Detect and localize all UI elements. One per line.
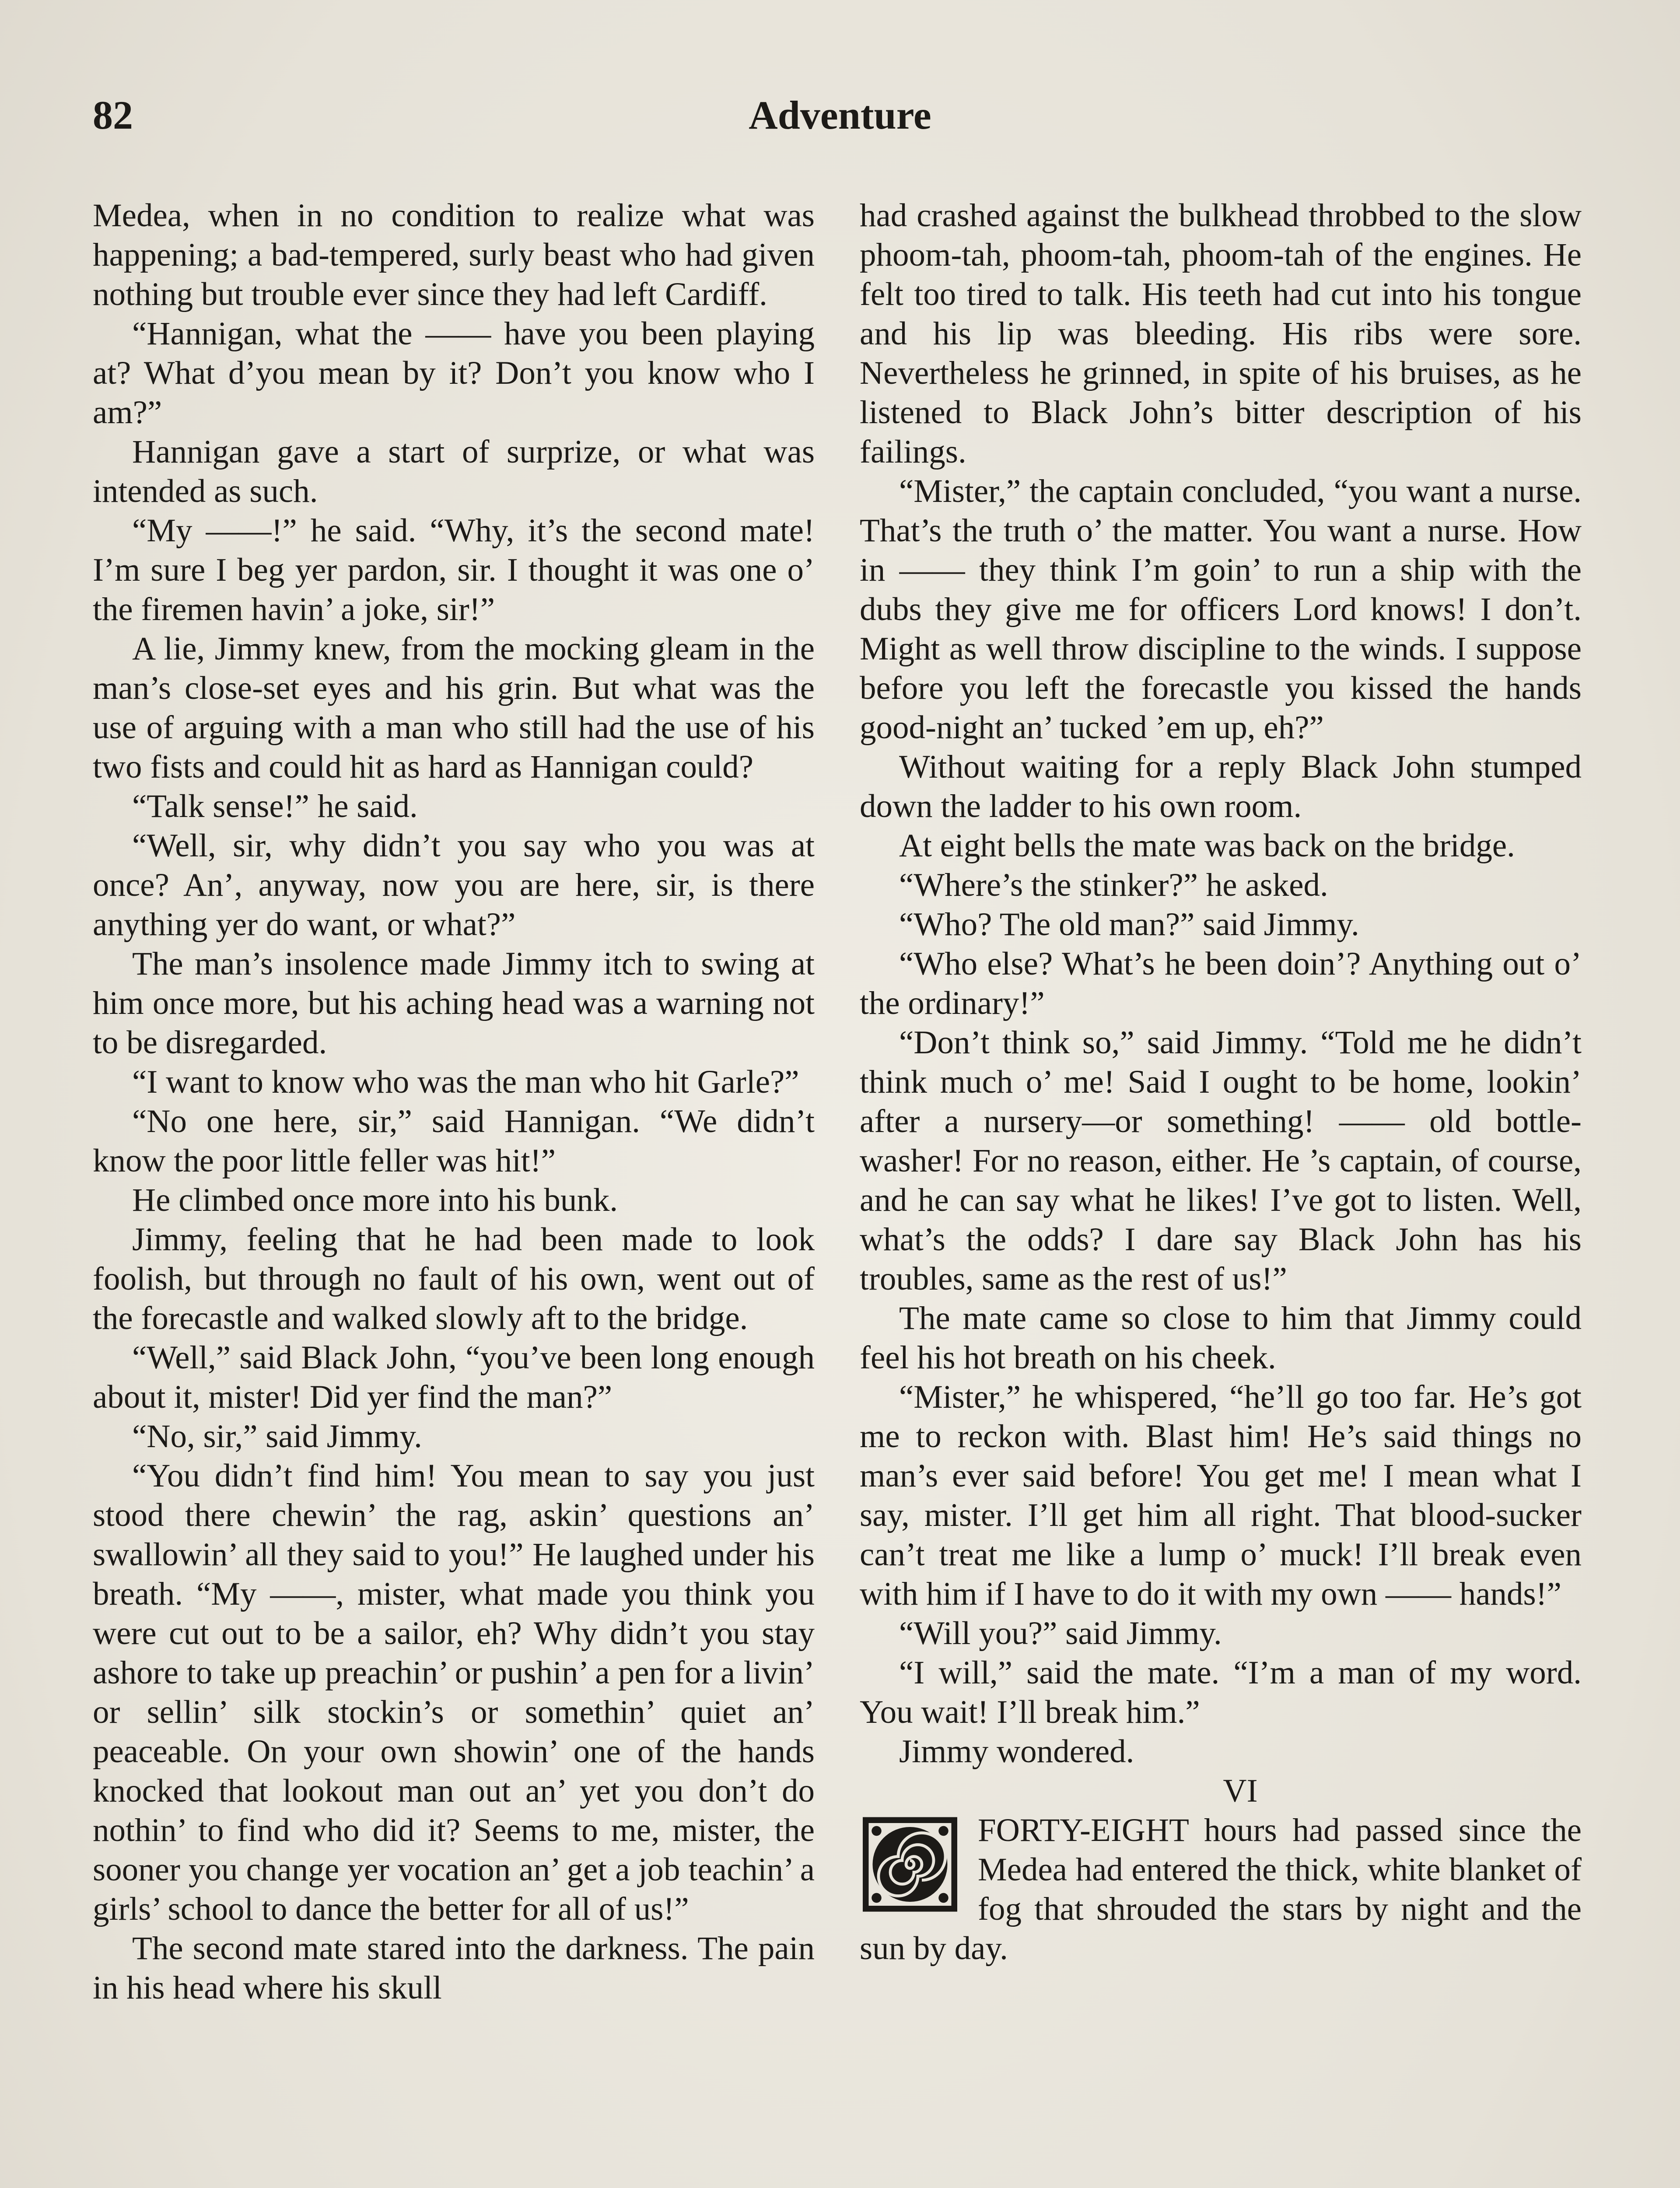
paragraph: “Mister,” the captain concluded, “you want a nurse. That’s the truth o’ the matter. You want a nurse. How in —— they think I’m goin’ to run a ship with the dubs they give me for officers Lord knows! I don’t. Might as well throw discipline to the winds. I suppose before you left the forecastle you kissed the hands good-night an’ tucked ’em up, eh?” xyxy=(860,473,1582,746)
section-opening-text: FORTY-EIGHT hours had passed since the Medea had entered the thick, white blanket of fog that shrouded the stars by night and the sun by day. xyxy=(860,1812,1582,1967)
paragraph: “Who else? What’s he been doin’? Anything out o’ the ordinary!” xyxy=(860,946,1582,1021)
section-opening-paragraph xyxy=(860,1811,1582,1968)
paragraph: “Well, sir, why didn’t you say who you was at once? An’, anyway, now you are here, sir, is there anything yer do want, or what?” xyxy=(93,828,815,943)
paragraph: The man’s insolence made Jimmy itch to swing at him once more, but his aching head was a warning not to be disregarded. xyxy=(93,946,815,1061)
paragraph: “I want to know who was the man who hit Garle?” xyxy=(132,1064,799,1100)
paragraph: “My ——!” he said. “Why, it’s the second mate! I’m sure I beg yer pardon, sir. I thought it was one o’ the firemen havin’ a joke, sir!” xyxy=(93,512,815,628)
paragraph: “Mister,” he whispered, “he’ll go too far. He’s got me to reckon with. Blast him! He’s said things no man’s ever said before! You get me! I mean what I say, mister. I’ll get him all right. That blood-sucker can’t treat me like a lump o’ muck! I’ll break even with him if I have to do it with my own —— hands!” xyxy=(860,1379,1582,1612)
left-column xyxy=(93,196,815,2008)
paragraph: “Who? The old man?” said Jimmy. xyxy=(899,906,1359,943)
paragraph: The mate came so close to him that Jimmy could feel his hot breath on his cheek. xyxy=(860,1300,1582,1376)
paragraph: Jimmy, feeling that he had been made to look foolish, but through no fault of his own, went out of the forecastle and walked slowly aft to the bridge. xyxy=(93,1221,815,1336)
running-title: Adventure xyxy=(749,93,931,137)
paragraph: Hannigan gave a start of surprize, or what was intended as such. xyxy=(93,434,815,509)
paragraph: Without waiting for a reply Black John stumped down the ladder to his own room. xyxy=(860,749,1582,824)
paragraph: “Talk sense!” he said. xyxy=(132,788,418,824)
paragraph: “I will,” said the mate. “I’m a man of my word. You wait! I’ll break him.” xyxy=(860,1655,1582,1730)
paragraph: “Well,” said Black John, “you’ve been long enough about it, mister! Did yer find the man?” xyxy=(93,1339,815,1415)
paragraph: The second mate stared into the darkness. The pain in his head where his skull xyxy=(93,1930,815,2006)
section-heading: VI xyxy=(1223,1773,1258,1809)
paragraph: Medea, when in no condition to realize what was happening; a bad-tempered, surly beast who had given nothing but trouble ever since they had left Cardiff. xyxy=(93,197,815,312)
paragraph: At eight bells the mate was back on the bridge. xyxy=(899,828,1515,864)
right-column xyxy=(860,196,1582,1968)
page-header xyxy=(93,92,1587,144)
paragraph: “No one here, sir,” said Hannigan. “We didn’t know the poor little feller was hit!” xyxy=(93,1103,815,1179)
paragraph: He climbed once more into his bunk. xyxy=(132,1182,618,1218)
page-number: 82 xyxy=(93,93,133,137)
paragraph: Jimmy wondered. xyxy=(899,1733,1134,1770)
paragraph: “You didn’t find him! You mean to say you just stood there chewin’ the rag, askin’ questions an’ swallowin’ all they said to you!” He laughed under his breath. “My ——, mister, what made you think you were cut out to be a sailor, eh? Why didn’t you stay ashore to take up preachin’ or pushin’ a pen for a livin’ or sellin’ silk stockin’s or somethin’ quiet an’ peaceable. On your own showin’ one of the hands knocked that lookout man out an’ yet you don’t do nothin’ to find who did it? Seems to me, mister, the sooner you change yer vocation an’ get a job teachin’ a girls’ school to dance the better for all of us!” xyxy=(93,1458,815,1927)
paragraph: A lie, Jimmy knew, from the mocking gleam in the man’s close-set eyes and his grin. But what was the use of arguing with a man who still had the use of his two fists and could hit as hard as Hannigan could? xyxy=(93,631,815,785)
paragraph: “Hannigan, what the —— have you been playing at? What d’you mean by it? Don’t you know who I am?” xyxy=(93,316,815,431)
paragraph: “Will you?” said Jimmy. xyxy=(899,1615,1222,1652)
paragraph: “No, sir,” said Jimmy. xyxy=(132,1418,422,1455)
paragraph: “Don’t think so,” said Jimmy. “Told me he didn’t think much o’ me! Said I ought to be home, lookin’ after a nursery—or something! —— old bottle-washer! For no reason, either. He ’s captain, of course, and he can say what he likes! I’ve got to listen. Well, what’s the odds? I dare say Black John has his troubles, same as the rest of us!” xyxy=(860,1024,1582,1297)
paragraph: “Where’s the stinker?” he asked. xyxy=(899,867,1328,903)
spiral-ornament-icon xyxy=(860,1815,960,1914)
paragraph: had crashed against the bulkhead throbbed to the slow phoom-tah, phoom-tah, phoom-tah of the engines. He felt too tired to talk. His teeth had cut into his tongue and his lip was bleeding. His ribs were sore. Nevertheless he grinned, in spite of his bruises, as he listened to Black John’s bitter description of his failings. xyxy=(860,197,1582,470)
